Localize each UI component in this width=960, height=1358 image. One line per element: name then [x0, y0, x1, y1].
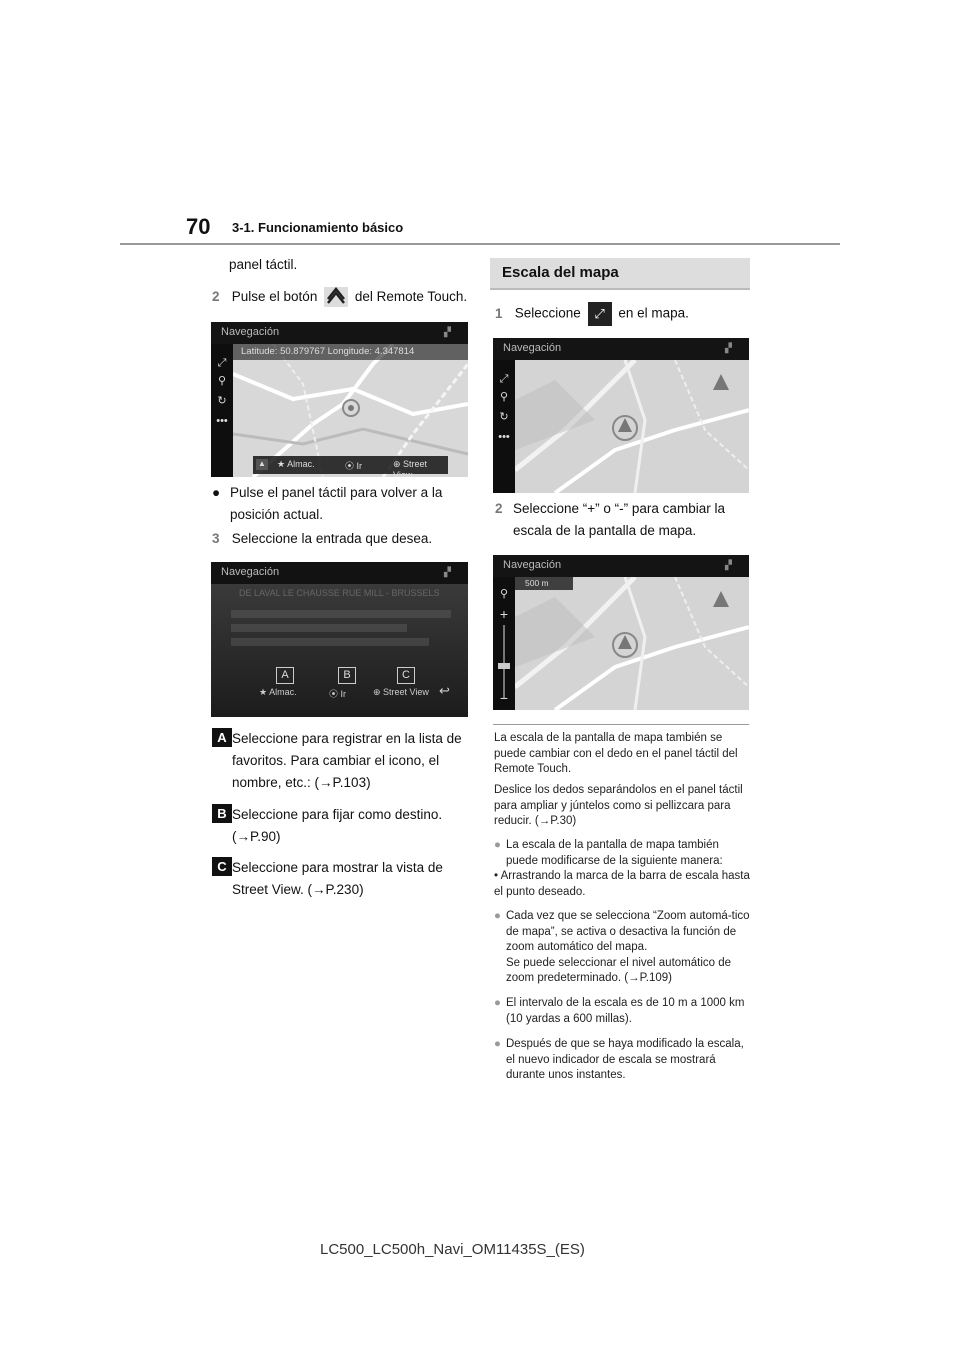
- bullet-dot: ●: [494, 997, 501, 1009]
- address-text: DE LAVAL LE CHAUSSE RUE MILL - BRUSSELS: [239, 588, 440, 598]
- go-button[interactable]: ⦿ Ir: [329, 689, 347, 699]
- item-a-text: Seleccione para registrar en la lista de favoritos. Para cambiar el icono, el nombre, etc.: (→P.103): [232, 731, 462, 790]
- bullet-text: Después de que se haya modificado la escala, el nuevo indicador de escala se mostrará durante unos instantes.: [506, 1038, 744, 1081]
- screen-title: Navegación: [503, 342, 562, 354]
- item-c-text: Seleccione para mostrar la vista de Street View. (→P.230): [232, 860, 443, 897]
- map-area[interactable]: [515, 577, 749, 710]
- label-c: C: [212, 857, 232, 876]
- bullet-dot: ●: [494, 910, 501, 922]
- reroute-icon[interactable]: ↻: [499, 411, 509, 423]
- store-button[interactable]: ★ Almac.: [277, 459, 315, 469]
- more-icon[interactable]: •••: [498, 431, 510, 443]
- expand-icon[interactable]: ⤢: [499, 373, 509, 385]
- coordinates: Latitude: 50.879767 Longitude: 4.347814: [241, 346, 415, 357]
- step-text-after: del Remote Touch.: [354, 289, 468, 304]
- bullet-subtext: • Arrastrando la marca de la barra de escala hasta el punto deseado.: [494, 870, 750, 898]
- step-3: [212, 528, 432, 550]
- step-text: Seleccione la entrada que desea.: [231, 531, 433, 546]
- step-text-before: Pulse el botón: [231, 289, 318, 304]
- step-1: [495, 302, 689, 326]
- nav-screen-4: [493, 555, 749, 710]
- signal-icon: ▞: [444, 567, 451, 577]
- item-c: [212, 857, 474, 901]
- screen-title: Navegación: [221, 326, 280, 338]
- step-number: 2: [212, 289, 220, 304]
- header-rule: [120, 243, 840, 245]
- signal-icon: ▞: [444, 327, 451, 337]
- callout-b: B: [338, 667, 356, 684]
- note-bullet-2: [494, 909, 750, 987]
- pin-icon[interactable]: ⚲: [499, 391, 509, 403]
- street-view-label: Street View: [383, 687, 429, 697]
- callout-c: C: [397, 667, 415, 684]
- step-2: [212, 286, 472, 308]
- bullet-text: La escala de la pantalla de mapa también puede modificarse de la siguiente manera:: [506, 839, 723, 867]
- section-heading: Escala del mapa: [490, 258, 750, 290]
- go-label: Ir: [340, 689, 347, 699]
- scale-label: 500 m: [525, 578, 549, 588]
- bullet-text: El intervalo de la escala es de 10 m a 1000 km (10 yardas a 600 millas).: [506, 997, 745, 1025]
- bullet-dot: ●: [212, 485, 221, 500]
- bullet-1: [212, 482, 462, 526]
- signal-icon: ▞: [725, 560, 732, 570]
- note-divider: [493, 724, 749, 725]
- nav-screen-2: [211, 562, 468, 717]
- map-area[interactable]: [515, 360, 749, 493]
- step-text: Seleccione “+” o “-” para cambiar la escala de la pantalla de mapa.: [513, 501, 725, 538]
- nav-screen-3: [493, 338, 749, 493]
- page-number: 70: [186, 214, 211, 239]
- note-bullet-4: [494, 1037, 750, 1084]
- nav-screen-1: [211, 322, 468, 477]
- zoom-icon[interactable]: ⚲: [499, 588, 509, 600]
- footer-doc-code: LC500_LC500h_Navi_OM11435S_(ES): [320, 1241, 585, 1258]
- scale-slider-handle[interactable]: [498, 663, 510, 669]
- step-number: 2: [495, 501, 503, 516]
- expand-button-icon: ⤢: [588, 302, 612, 326]
- store-label: Almac.: [287, 459, 315, 469]
- step-number: 3: [212, 531, 220, 546]
- store-button[interactable]: ★ Almac.: [259, 687, 297, 697]
- bullet-dot: ●: [494, 839, 501, 851]
- more-icon[interactable]: •••: [216, 415, 228, 427]
- go-button[interactable]: ⦿ Ir: [345, 461, 363, 471]
- callout-a: A: [276, 667, 294, 684]
- bullet-dot: ●: [494, 1038, 501, 1050]
- step-number: 1: [495, 305, 503, 321]
- zoom-out-button[interactable]: −: [499, 690, 509, 706]
- scale-slider-track[interactable]: [503, 625, 505, 699]
- label-b: B: [212, 804, 232, 823]
- remote-touch-button-icon: [324, 287, 348, 307]
- map-area[interactable]: [233, 344, 468, 477]
- expand-icon[interactable]: ⤢: [217, 357, 227, 369]
- item-a: [212, 728, 474, 794]
- bullet-text: Cada vez que se selecciona “Zoom automá-tico de mapa”, se activa o desactiva la función de zoom automático del mapa.: [506, 910, 750, 953]
- note-bullet-1: [494, 838, 750, 900]
- street-view-label: Street View: [393, 459, 428, 477]
- bullet-text: Pulse el panel táctil para volver a la posición actual.: [230, 485, 443, 522]
- step-text-before: Seleccione: [514, 305, 581, 321]
- store-label: Almac.: [269, 687, 297, 697]
- reroute-icon[interactable]: ↻: [217, 395, 227, 407]
- zoom-in-button[interactable]: +: [499, 606, 509, 622]
- step-text-after: en el mapa.: [618, 305, 689, 321]
- screen-title: Navegación: [503, 559, 562, 571]
- back-icon[interactable]: ↩: [439, 683, 450, 698]
- street-view-button[interactable]: ⊕ Street View: [373, 687, 429, 697]
- bullet-subtext: Se puede seleccionar el nivel automático de zoom predeterminado. (→P.109): [506, 956, 732, 984]
- go-label: Ir: [356, 461, 363, 471]
- section-title: 3-1. Funcionamiento básico: [232, 220, 404, 235]
- screen-title: Navegación: [221, 566, 280, 578]
- label-a: A: [212, 728, 232, 747]
- item-b: [212, 804, 474, 848]
- intro-text: panel táctil.: [229, 257, 298, 272]
- signal-icon: ▞: [725, 343, 732, 353]
- pin-icon[interactable]: ⚲: [217, 375, 227, 387]
- collapse-icon[interactable]: ▲: [256, 459, 268, 470]
- note-2: Deslice los dedos separándolos en el panel táctil para ampliar y júntelos como si pellizcara para reducir. (→P.30): [494, 784, 743, 827]
- item-b-text: Seleccione para fijar como destino. (→P.90): [232, 807, 443, 844]
- note-1: La escala de la pantalla de mapa también se puede cambiar con el dedo en el panel táctil del Remote Touch.: [494, 732, 738, 775]
- step-2-right: [495, 498, 745, 542]
- note-bullet-3: [494, 996, 750, 1027]
- street-view-button[interactable]: ⊕ Street View: [393, 459, 448, 477]
